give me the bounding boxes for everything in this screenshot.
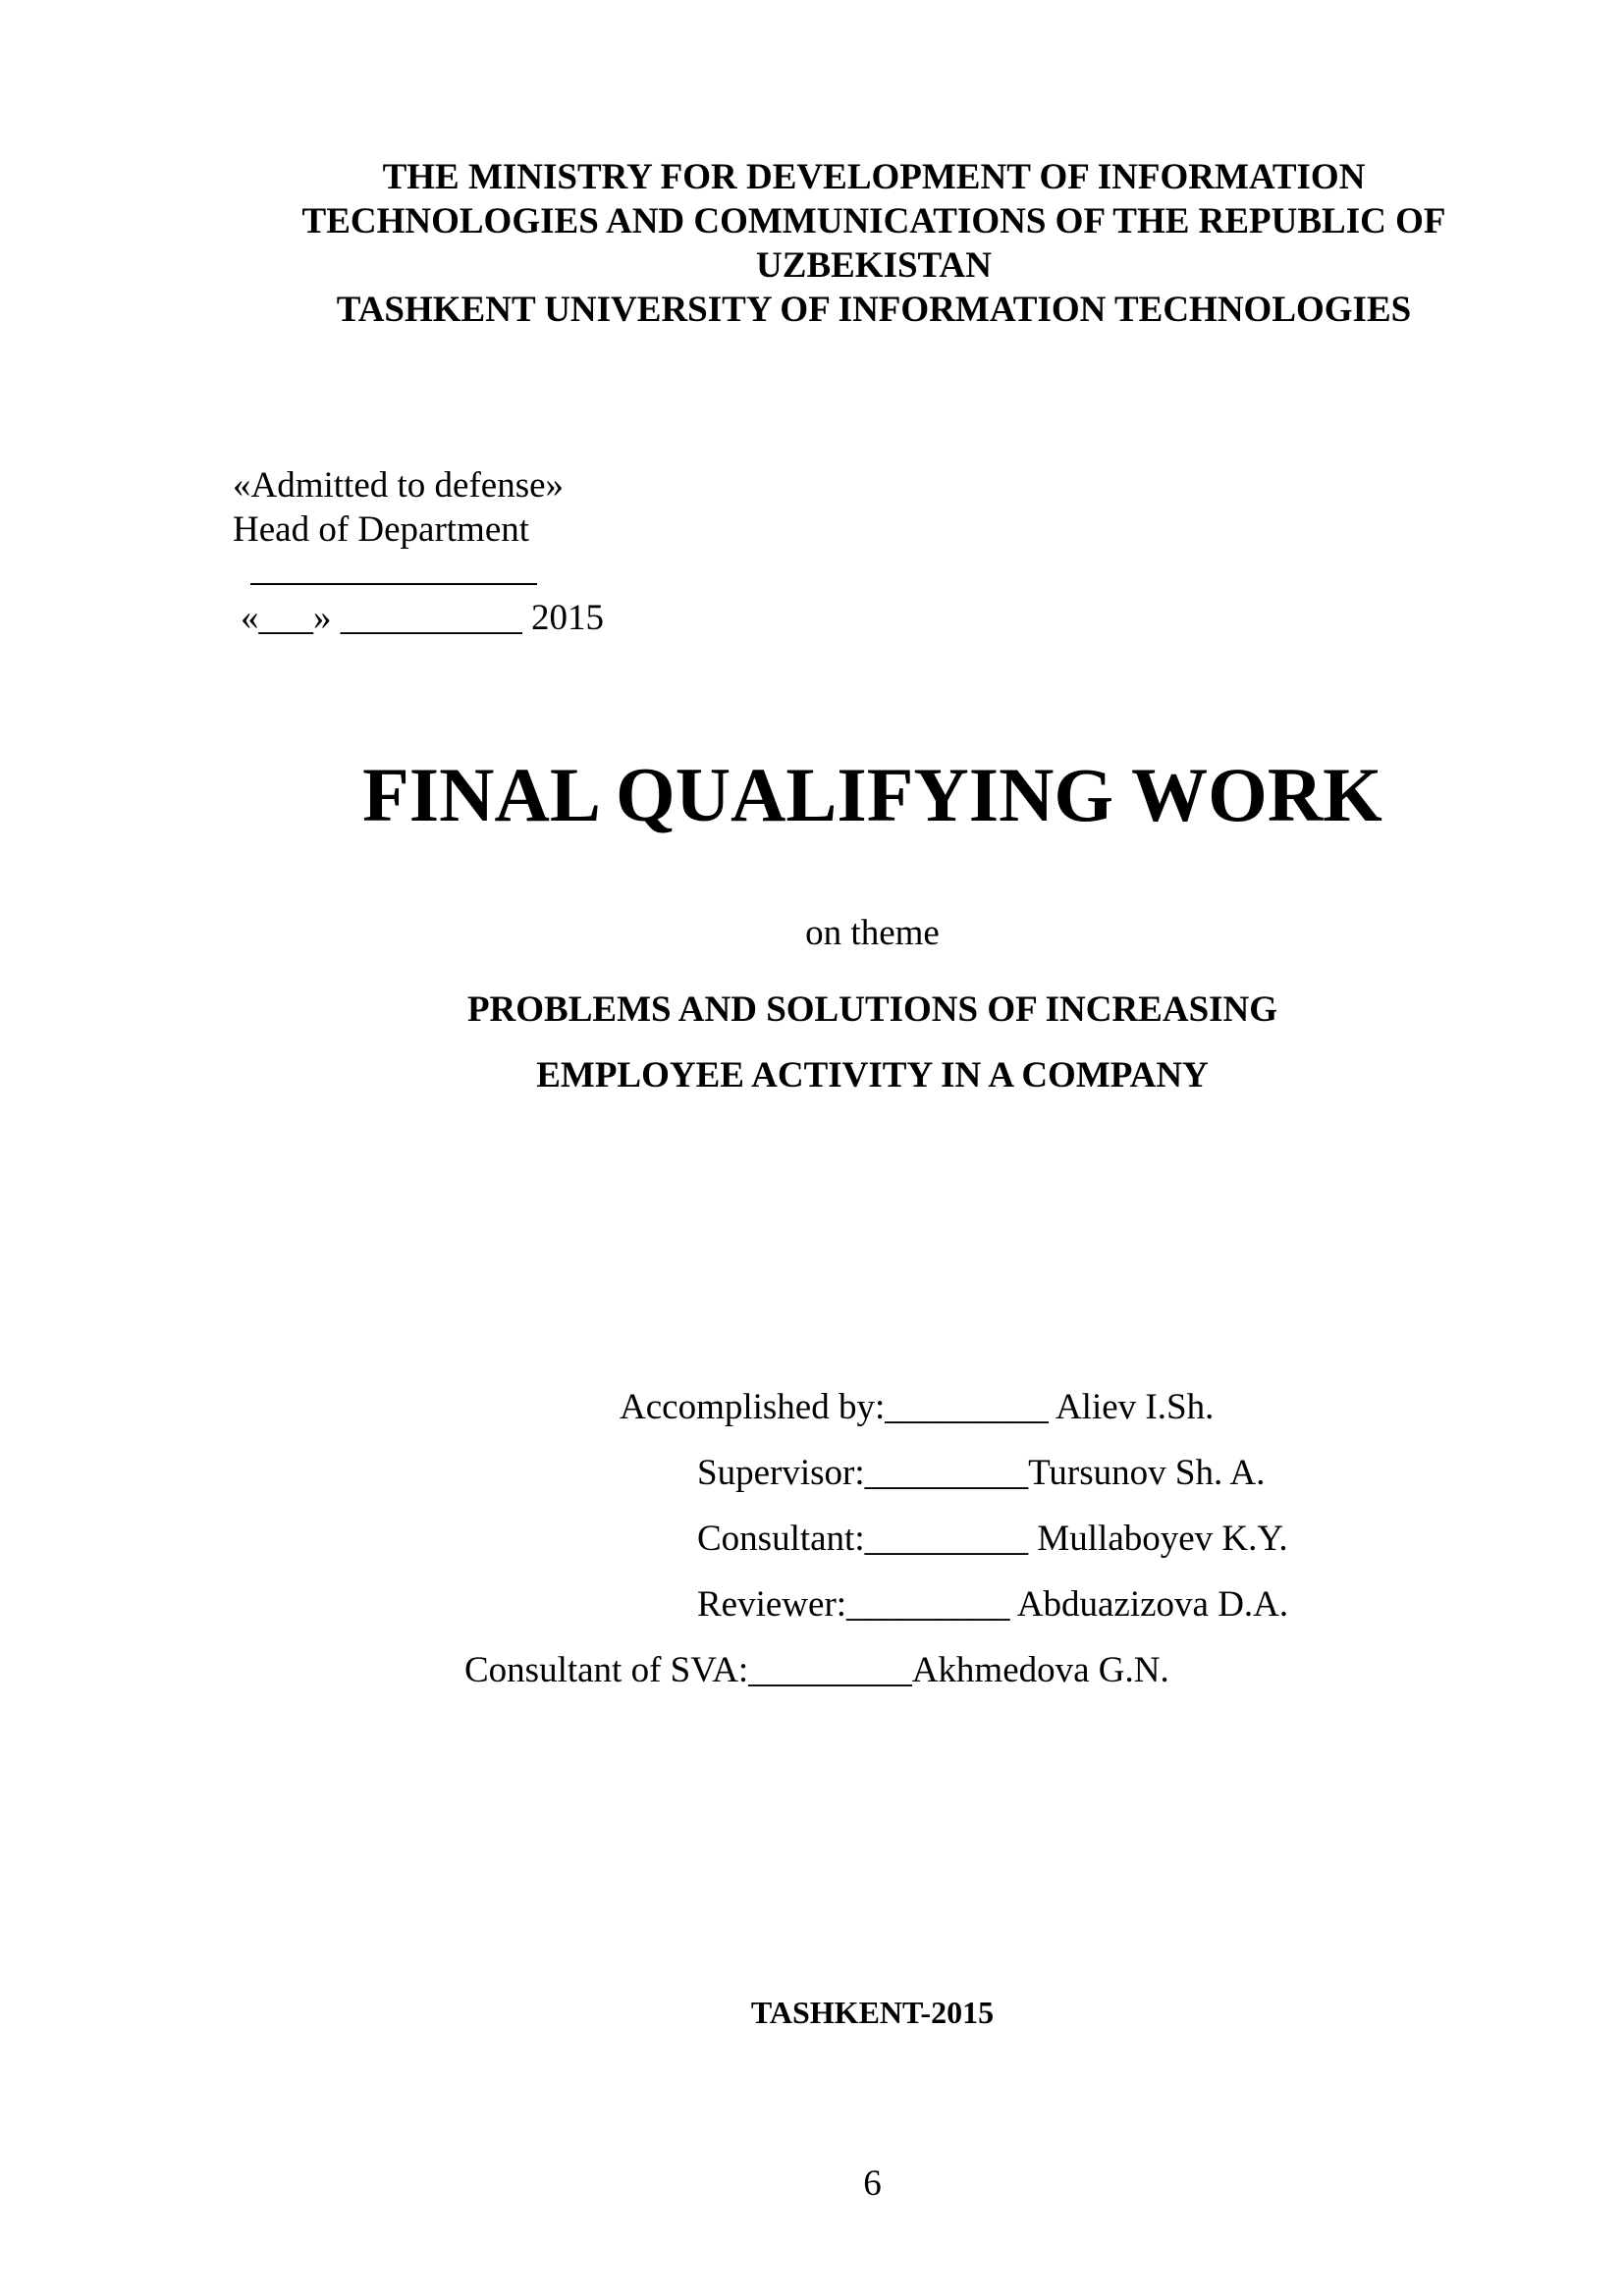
admission-date: «___» __________ 2015: [241, 598, 604, 638]
head-of-department: Head of Department: [233, 509, 530, 550]
theme-title: [0, 977, 1624, 1108]
page-number: 6: [863, 2163, 882, 2204]
header-line-2: TECHNOLOGIES AND COMMUNICATIONS OF THE REPUBLIC OF: [301, 201, 1446, 241]
header-line-3: UZBEKISTAN: [756, 245, 992, 286]
theme-line-1: PROBLEMS AND SOLUTIONS OF INCREASING: [466, 989, 1278, 1030]
header-line-4: TASHKENT UNIVERSITY OF INFORMATION TECHNOLOGIES: [336, 290, 1412, 330]
city-year: TASHKENT-2015: [750, 1995, 995, 2030]
admission-block: [233, 463, 604, 640]
reviewer-line: Reviewer:_________ Abduazizova D.A.: [697, 1584, 1289, 1625]
consultant-line: Consultant:_________ Mullaboyev K.Y.: [697, 1519, 1288, 1559]
header-line-1: THE MINISTRY FOR DEVELOPMENT OF INFORMATION: [382, 157, 1366, 197]
ministry-header: [236, 155, 1512, 332]
accomplished-by-line: Accomplished by:_________ Aliev I.Sh.: [620, 1387, 1215, 1427]
document-title: FINAL QUALIFYING WORK: [362, 752, 1382, 837]
supervisor-line: Supervisor:_________Tursunov Sh. A.: [697, 1453, 1266, 1493]
on-theme-label: on theme: [805, 913, 940, 953]
signature-line: [250, 552, 537, 585]
theme-line-2: EMPLOYEE ACTIVITY IN A COMPANY: [536, 1055, 1209, 1095]
consultant-sva-line: Consultant of SVA:_________Akhmedova G.N.: [464, 1650, 1169, 1690]
admitted-to-defense: «Admitted to defense»: [233, 465, 565, 506]
